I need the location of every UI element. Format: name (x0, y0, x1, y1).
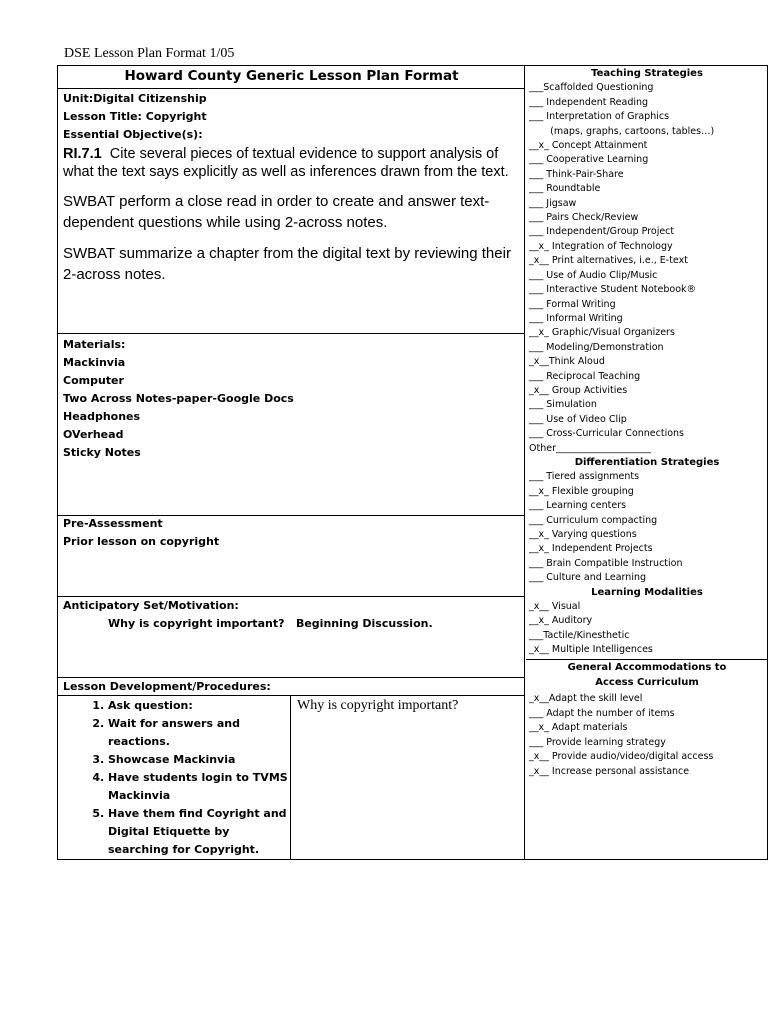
swbat-objective-1: SWBAT perform a close read in order to create and answer text-dependent questions while using 2-across notes. (63, 193, 490, 231)
strategy-item: ___Scaffolded Questioning (529, 82, 654, 94)
accommodations-divider (526, 659, 768, 660)
material-item: Sticky Notes (63, 446, 141, 459)
strategy-item: __x_ Integration of Technology (529, 240, 673, 252)
strategy-item: (maps, graphs, cartoons, tables…) (529, 125, 715, 137)
accommodations-heading-2: Access Curriculum (595, 677, 699, 689)
lesson-plan-table (57, 65, 768, 860)
pre-assessment-section (63, 515, 518, 551)
differentiation-item: ___ Tiered assignments (529, 471, 640, 483)
strategy-item: _x__ Print alternatives, i.e., E-text (529, 255, 688, 267)
objectives-section (63, 90, 518, 285)
procedure-divider (290, 695, 291, 859)
strategy-item: ___ Reciprocal Teaching (529, 370, 641, 382)
swbat-objective-2: SWBAT summarize a chapter from the digital text by reviewing their 2-across notes. (63, 245, 511, 283)
differentiation-item: ___ Curriculum compacting (529, 514, 658, 526)
standard-text: Cite several pieces of textual evidence to support analysis of what the text says explicitly as well as inferences drawn from the text. (63, 146, 509, 180)
procedure-step: 2. Wait for answers and reactions. (108, 715, 288, 751)
strategy-item: ___ Use of Audio Clip/Music (529, 269, 658, 281)
anticipatory-label: Anticipatory Set/Motivation: (63, 599, 239, 612)
procedure-step: 3. Showcase Mackinvia (108, 751, 288, 769)
unit-label: Unit:Digital Citizenship (63, 92, 207, 105)
strategy-item: Other____________________ (529, 442, 651, 454)
strategy-item: ___ Formal Writing (529, 298, 616, 310)
materials-label: Materials: (63, 338, 126, 351)
material-item: OVerhead (63, 428, 124, 441)
accommodation-item: _x__ Provide audio/video/digital access (529, 751, 714, 763)
strategy-item: ___ Interpretation of Graphics (529, 111, 670, 123)
document-header: DSE Lesson Plan Format 1/05 (64, 46, 235, 61)
strategy-item: ___ Interactive Student Notebook® (529, 284, 697, 296)
strategy-item: ___ Think-Pair-Share (529, 168, 624, 180)
divider (58, 88, 525, 89)
strategy-item: ___ Pairs Check/Review (529, 212, 639, 224)
lesson-development-label: Lesson Development/Procedures: (63, 680, 271, 693)
strategy-item: _x__ Group Activities (529, 384, 628, 396)
modality-item: __x_ Auditory (529, 615, 593, 627)
lesson-development-label-cell (63, 678, 518, 696)
accommodation-item: _x__Adapt the skill level (529, 693, 643, 705)
strategy-item: ___ Roundtable (529, 183, 601, 195)
differentiation-item: __x_ Flexible grouping (529, 485, 634, 497)
strategy-item: __x_ Concept Attainment (529, 140, 648, 152)
strategy-item: ___ Cross-Curricular Connections (529, 428, 685, 440)
strategy-item: ___ Independent Reading (529, 96, 649, 108)
accommodation-item: __x_ Adapt materials (529, 722, 628, 734)
anticipatory-section (63, 597, 518, 633)
modality-item: _x__ Visual (529, 601, 581, 613)
strategy-item: _x__Think Aloud (529, 356, 605, 368)
strategy-item: ___ Cooperative Learning (529, 154, 649, 166)
procedure-step: 1. Ask question: (108, 697, 288, 715)
lesson-title: Lesson Title: Copyright (63, 110, 207, 123)
differentiation-item: __x_ Independent Projects (529, 543, 653, 555)
procedure-step: 4. Have students login to TVMS Mackinvia (108, 769, 288, 805)
column-divider (524, 66, 525, 859)
strategy-item: ___ Use of Video Clip (529, 413, 627, 425)
material-item: Computer (63, 374, 124, 387)
strategy-item: ___ Jigsaw (529, 197, 577, 209)
anticipatory-text: Why is copyright important? Beginning Discussion. (108, 617, 433, 630)
differentiation-item: __x_ Varying questions (529, 529, 637, 540)
divider (58, 333, 525, 334)
essential-objective-label: Essential Objective(s): (63, 128, 203, 141)
procedure-note: Why is copyright important? (297, 698, 459, 713)
materials-section (63, 336, 518, 462)
differentiation-item: ___ Culture and Learning (529, 572, 647, 584)
material-item: Mackinvia (63, 356, 126, 369)
differentiation-item: ___ Learning centers (529, 500, 627, 512)
page-title: Howard County Generic Lesson Plan Format (124, 68, 459, 84)
teaching-strategies-heading: Teaching Strategies (591, 68, 703, 79)
modality-item: _x__ Multiple Intelligences (529, 644, 653, 656)
strategy-item: ___ Simulation (529, 399, 597, 411)
procedure-step: 5. Have them find Coyright and Digital Etiquette by searching for Copyright. (108, 805, 288, 859)
material-item: Headphones (63, 410, 141, 423)
standard (63, 145, 518, 181)
pre-assessment-text: Prior lesson on copyright (63, 535, 220, 548)
material-item: Two Across Notes-paper-Google Docs (63, 392, 294, 405)
standard-code: RI.7.1 (63, 146, 102, 162)
pre-assessment-label: Pre-Assessment (63, 517, 163, 530)
modalities-heading: Learning Modalities (591, 586, 703, 598)
strategies-column (526, 66, 768, 779)
strategy-item: ___ Modeling/Demonstration (529, 341, 664, 353)
accommodations-heading: General Accommodations to (567, 661, 727, 673)
strategy-item: __x_ Graphic/Visual Organizers (529, 327, 675, 339)
strategy-item: ___ Independent/Group Project (529, 226, 675, 238)
differentiation-heading: Differentiation Strategies (574, 456, 720, 468)
procedure-steps (58, 697, 288, 859)
modality-item: ___Tactile/Kinesthetic (529, 629, 630, 641)
accommodation-item: ___ Provide learning strategy (529, 736, 666, 748)
accommodation-item: _x__ Increase personal assistance (529, 765, 690, 777)
strategy-item: ___ Informal Writing (529, 312, 623, 324)
differentiation-item: ___ Brain Compatible Instruction (529, 557, 683, 569)
accommodation-item: ___ Adapt the number of items (529, 707, 675, 719)
